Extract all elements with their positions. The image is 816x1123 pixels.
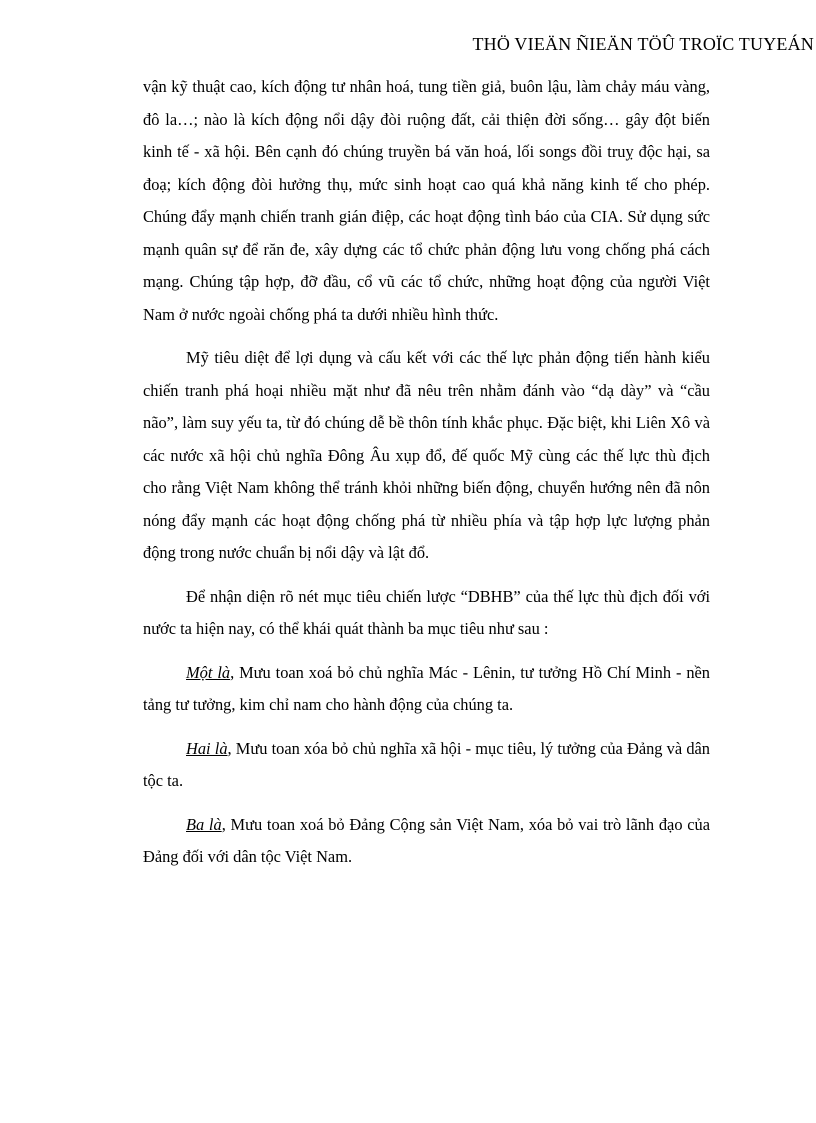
paragraph-us-strategy: Mỹ tiêu diệt để lợi dụng và cấu kết với các thế lực phản động tiến hành kiểu chiến tranh phá hoại nhiều mặt như đã nêu trên nhằm đánh vào “dạ dày” và “cầu não”, làm suy yếu ta, từ đó chúng dễ bề thôn tính khắc phục. Đặc biệt, khi Liên Xô và các nước xã hội chủ nghĩa Đông Âu xụp đổ, đế quốc Mỹ cùng các thế lực thù địch cho rằng Việt Nam không thể tránh khỏi những biến động, chuyển hướng nên đã nôn nóng đẩy mạnh các hoạt động chống phá từ nhiều phía và tập hợp lực lượng phản động trong nước chuẩn bị nổi dậy và lật đổ. xyxy=(143,348,710,562)
page-header xyxy=(0,34,816,55)
goal-lead-two: Hai là xyxy=(186,738,228,758)
goal-item-two xyxy=(143,733,710,798)
header-title: THÖ VIEÄN ÑIEÄN TÖÛ TROÏC TUYEÁN xyxy=(472,34,814,54)
paragraph-goals-intro: Để nhận diện rõ nét mục tiêu chiến lược “DBHB” của thế lực thù địch đối với nước ta hiện nay, có thể khái quát thành ba mục tiêu như sau : xyxy=(143,586,710,638)
goal-item-one xyxy=(143,657,710,722)
paragraph-continuation: vận kỹ thuật cao, kích động tư nhân hoá, tung tiền giả, buôn lậu, làm chảy máu vàng, đô la…; nào là kích động nổi dậy đòi ruộng đất, cải thiện đời sống… gây đột biến kinh tế - xã hội. Bên cạnh đó chúng truyền bá văn hoá, lối songs đồi truỵ độc hại, sa đoạ; kích động đòi hưởng thụ, mức sinh hoạt cao quá khả năng kinh tế cho phép. Chúng đẩy mạnh chiến tranh gián điệp, các hoạt động tình báo của CIA. Sử dụng sức mạnh quân sự để răn đe, xây dựng các tổ chức phản động lưu vong chống phá cách mạng. Chúng tập hợp, đỡ đầu, cổ vũ các tổ chức, những hoạt động của người Việt Nam ở nước ngoài chống phá ta dưới nhiều hình thức. xyxy=(143,77,710,324)
goal-text-two: , Mưu toan xóa bỏ chủ nghĩa xã hội - mục tiêu, lý tưởng của Đảng và dân tộc ta. xyxy=(143,738,710,790)
goal-text-three: , Mưu toan xoá bỏ Đảng Cộng sản Việt Nam, xóa bỏ vai trò lãnh đạo của Đảng đối với dân tộc Việt Nam. xyxy=(143,814,710,866)
goal-text-one: , Mưu toan xoá bỏ chủ nghĩa Mác - Lênin, tư tưởng Hồ Chí Minh - nền tảng tư tưởng, kim chỉ nam cho hành động của chúng ta. xyxy=(143,662,711,714)
document-body xyxy=(143,71,710,874)
goal-lead-one: Một là xyxy=(186,662,231,682)
goal-item-three xyxy=(143,809,710,874)
goal-lead-three: Ba là xyxy=(186,814,222,834)
